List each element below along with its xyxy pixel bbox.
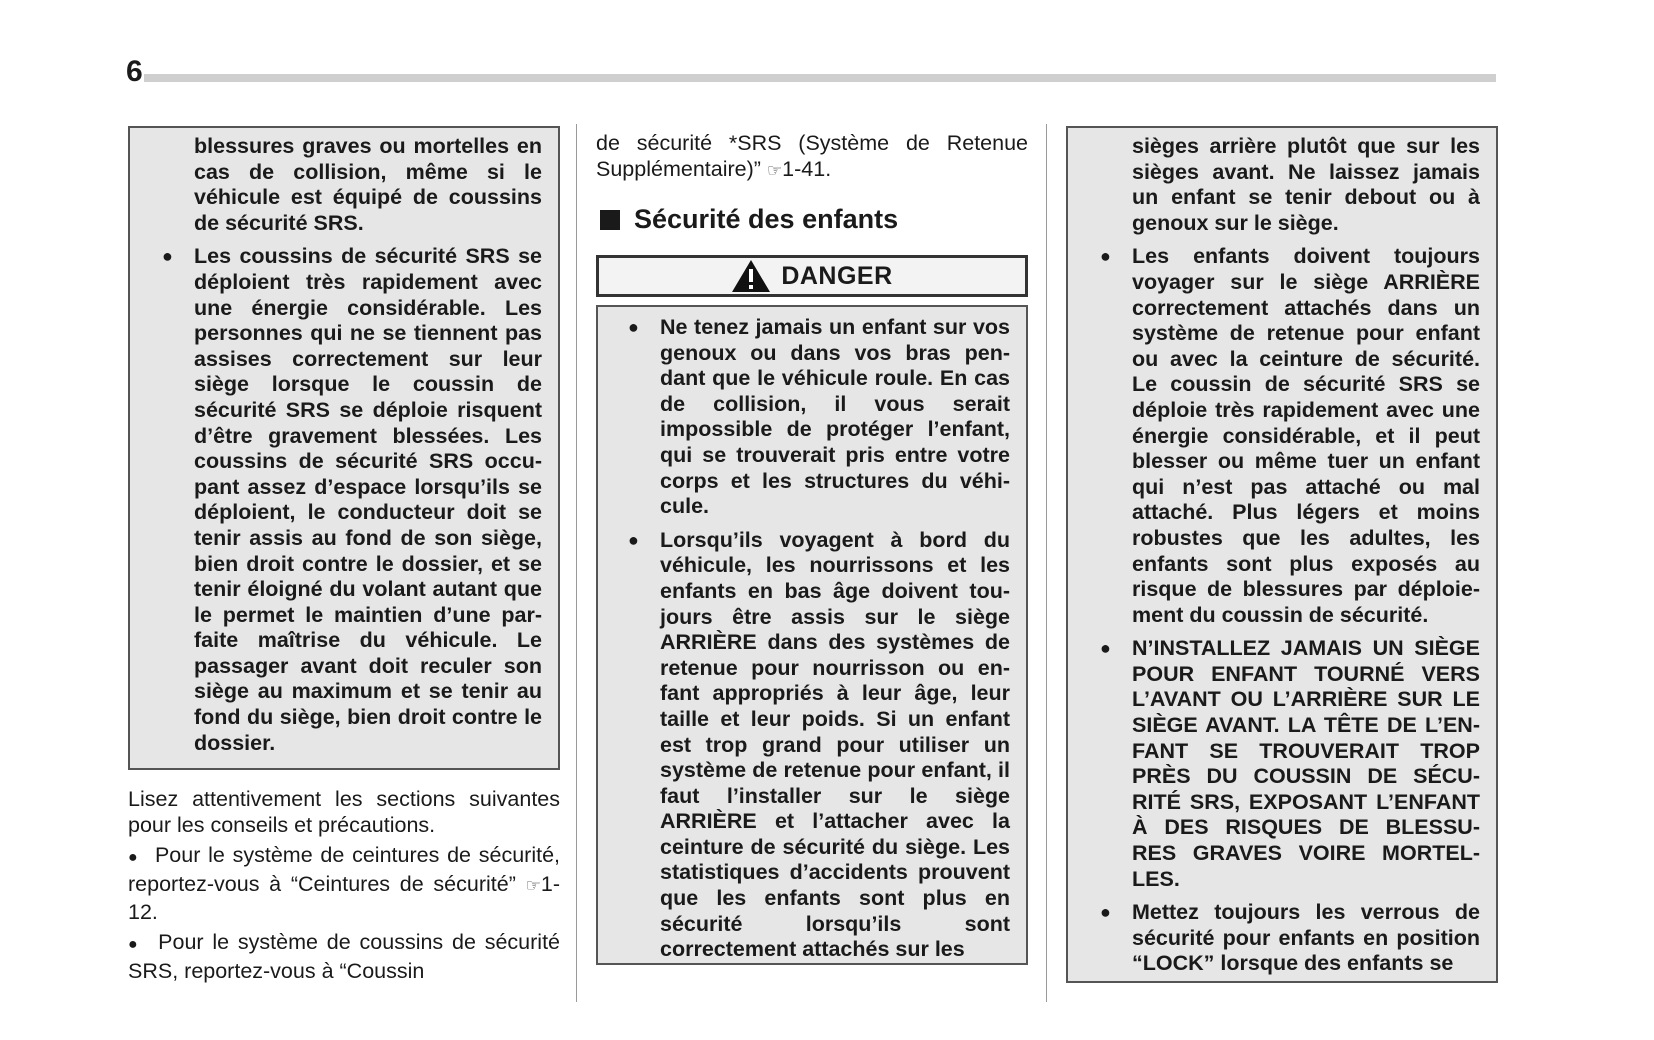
warning-bullet-item: [1084, 900, 1480, 977]
column2-continuation: [596, 130, 1028, 184]
bullet-icon: ●: [628, 317, 639, 337]
warning-triangle-icon: [731, 259, 771, 293]
header-rule: [144, 74, 1496, 82]
danger-item-text: Lorsqu’ils voyagent à bord du véhicule, les nourrissons et les enfants en bas âge doivent tou-jours être assis sur le siège ARRIÈRE dans des systèmes de retenue pour nourrisson ou en-fant appropriés à leur âge, leur taille et leur poids. Si un enfant est trop grand pour utiliser un système de retenue pour enfant, il faut l’installer sur le siège ARRIÈRE et l’attacher avec la ceinture de sécurité du siège. Les statistiques d’accidents prouvent que les enfants sont plus en sécurité lorsqu’ils sont correctement attachés sur les: [660, 527, 1010, 962]
bullet-icon: ●: [1100, 638, 1111, 659]
danger-item-text: Ne tenez jamais un enfant sur vos genoux ou dans vos bras pen-dant que le véhicule roule. En cas de collision, il vous serait impossible de protéger l’enfant, qui se trouverait pris entre votre corps et les structures du véhi-cule.: [660, 315, 1010, 519]
column-divider-2: [1046, 124, 1047, 1002]
warning-box-airbag: [128, 126, 560, 770]
warning-bullet-item: [1084, 636, 1480, 892]
warning-bullet-text: N’INSTALLEZ JAMAIS UN SIÈGE POUR ENFANT TOURNÉ VERS L’AVANT OU L’ARRIÈRE SUR LE SIÈGE AVANT. LA TÊTE DE L’EN-FANT SE TROUVERAIT TROP PRÈS DU COUSSIN DE SÉCU-RITÉ SRS, EXPOSANT L’ENFANT À DES RISQUES DE BLESSU-RES GRAVES VOIRE MORTEL-LES.: [1132, 636, 1480, 891]
bullet-icon: ●: [128, 936, 141, 953]
reference-text-airbags: Pour le système de coussins de sécurité SRS, reportez-vous à “Coussin: [128, 930, 561, 983]
reference-icon: ☞: [766, 161, 783, 180]
bullet-icon: ●: [628, 529, 639, 550]
danger-header: [596, 255, 1028, 297]
section-heading: [600, 204, 898, 235]
column-divider-1: [576, 124, 577, 1002]
warning-continuation-text: sièges arrière plutôt que sur les sièges avant. Ne laissez jamais un enfant se tenir debout ou à genoux sur le siège.: [1132, 134, 1480, 235]
section-title: Sécurité des enfants: [634, 204, 899, 234]
bullet-icon: ●: [1100, 246, 1111, 267]
warning-bullet-text: Les enfants doivent toujours voyager sur le siège ARRIÈRE correctement attachés dans un système de retenue pour enfant ou avec la ceinture de sécurité. Le coussin de sécurité SRS se déploie très rapidement avec une énergie considérable, et il peut blesser ou même tuer un enfant qui n’est pas attaché ou mal attaché. Plus légers et moins robustes que les adultes, les enfants sont plus exposés au risque de blessures par déploie-ment du coussin de sécurité.: [1132, 244, 1480, 627]
warning-box-children: [1066, 126, 1498, 983]
danger-label: DANGER: [781, 261, 893, 290]
reference-bullet-seatbelts: [128, 842, 560, 925]
black-square-icon: [600, 210, 620, 230]
warning-bullet-item: [1084, 244, 1480, 628]
warning-bullet-text: Les coussins de sécurité SRS se déploient très rapidement avec une énergie considérable. Les personnes qui ne se tiennent pas assises correctement sur leur siège lorsque le coussin de sécurité SRS se déploie risquent d’être gravement blessées. Les coussins de sécurité SRS occu-pant assez d’espace lorsqu’ils se déploient, le conducteur doit se tenir assis au fond de son siège, bien droit contre le dossier, et se tenir éloigné du volant autant que le permet le maintien d’une par-faite maîtrise du véhicule. Le passager avant doit reculer son siège au maximum et se tenir au fond du siège, bien droit contre le dossier.: [194, 244, 542, 755]
continuation-paragraph: [596, 130, 1028, 184]
bullet-icon: ●: [128, 849, 140, 866]
reference-icon: ☞: [525, 876, 541, 895]
continuation-text: de sécurité *SRS (Système de Retenue Supplémentaire)”: [596, 131, 1028, 181]
page-reference-srs[interactable]: 1-41.: [782, 157, 832, 181]
danger-box: [596, 305, 1028, 965]
warning-continuation-text: blessures graves ou mortelles en cas de collision, même si le véhicule est équipé de coussins de sécurité SRS.: [194, 134, 542, 235]
warning-bullet-text: Mettez toujours les verrous de sécurité pour enfants en position “LOCK” lorsque des enfants se: [1132, 900, 1480, 976]
page-reference-seatbelts[interactable]: 1-12.: [128, 872, 561, 924]
bullet-icon: ●: [162, 246, 173, 267]
page-number: 6: [126, 55, 143, 88]
danger-bullet-item: [612, 528, 1010, 963]
danger-bullet-item: [612, 315, 1010, 520]
reference-text-seatbelts: Pour le système de ceintures de sécurité, reportez-vous à “Ceintures de sécurité”: [128, 843, 561, 896]
column1-body: [128, 786, 560, 984]
bullet-icon: ●: [1100, 902, 1111, 923]
intro-paragraph: Lisez attentivement les sections suivantes pour les conseils et précautions.: [128, 787, 560, 837]
reference-bullet-airbags: [128, 929, 560, 984]
warning-bullet-item: [146, 244, 542, 756]
